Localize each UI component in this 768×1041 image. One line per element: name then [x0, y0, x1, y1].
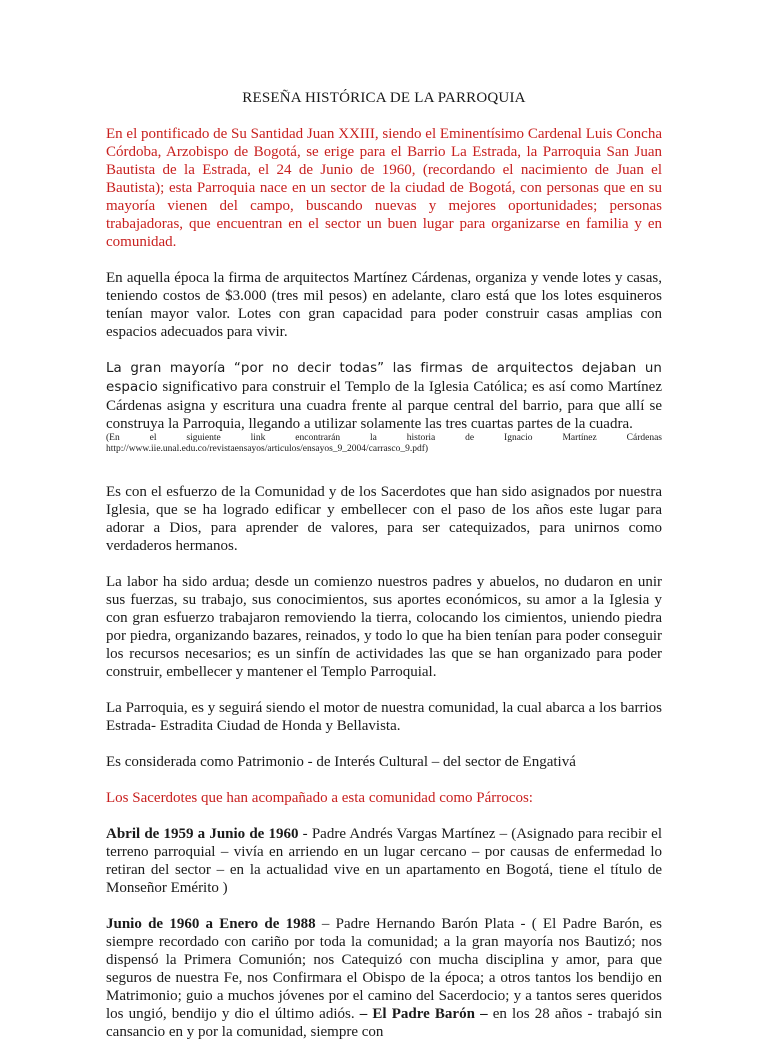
page-title: RESEÑA HISTÓRICA DE LA PARROQUIA: [242, 90, 526, 106]
priest-baron-name: – El Padre Barón –: [359, 1006, 488, 1022]
paragraph-heritage: Es considerada como Patrimonio - de Interés Cultural – del sector de Engativá: [106, 754, 576, 770]
priest-baron-dates: Junio de 1960 a Enero de 1988: [106, 916, 316, 932]
paragraph-church-land-rest: significativo para construir el Templo de la Iglesia Católica; es así como Martínez Cárdenas asigna y escritura una cuadra frente al parque central del barrio, para que allí se construya la Parroquia, llegando a utilizar solamente las tres cuartas partes de la cuadra.: [106, 379, 662, 432]
paragraph-parish-motor: La Parroquia, es y seguirá siendo el motor de nuestra comunidad, la cual abarca a los barrios Estrada- Estradita Ciudad de Honda y Bellavista.: [106, 700, 662, 734]
priest-baron-text-end: en los 28 años - trabajó sin cansancio en y por la comunidad, siempre con: [106, 1006, 662, 1040]
priest-baron-text: – Padre Hernando Barón Plata - ( El Padre Barón, es siempre recordado con cariño por toda la comunidad; a la gran mayoría nos Bautizó; nos dispensó la Primera Comunión; nos Catequizó con mucha disciplina y amor, para que seguros de nuestra Fe, nos Confirmara el Obispo de la época; a otros tantos los bendijo en Matrimonio; guio a muchos jóvenes por el camino del Sacerdocio; y a tantos seres queridos los ungió, bendijo y dio el último adiós.: [106, 916, 663, 1022]
paragraph-priest-baron: [106, 915, 662, 1041]
paragraph-priests-heading: Los Sacerdotes que han acompañado a esta comunidad como Párrocos:: [106, 790, 533, 806]
paragraph-church-land: [106, 359, 662, 433]
paragraph-church-land-sans: La gran mayoría “por no decir todas” las firmas de arquitectos dejaban un espacio: [106, 361, 662, 395]
link-note: (En el siguiente link encontrarán la historia de Ignacio Martínez Cárdenas http://www.iie.unal.edu.co/revistaensayos/articulos/ensayos_9_2004/carrasco_9.pdf): [106, 433, 662, 454]
paragraph-priest-vargas: [106, 825, 662, 897]
priest-vargas-text: - Padre Andrés Vargas Martínez – (Asignado para recibir el terreno parroquial – vivía en arriendo en un lugar cercano – por causas de enfermedad lo retiran del sector – en la actualidad vive en un apartamento en Bogotá, tiene el título de Monseñor Emérito ): [106, 826, 662, 896]
priest-vargas-dates: Abril de 1959 a Junio de 1960: [106, 826, 299, 842]
paragraph-architects: En aquella época la firma de arquitectos Martínez Cárdenas, organiza y vende lotes y casas, teniendo costos de $3.000 (tres mil pesos) en adelante, claro está que los lotes esquineros tenían mayor valor. Lotes con gran capacidad para poder construir casas amplias con espacios adecuados para vivir.: [106, 270, 662, 340]
paragraph-arduous-labor: La labor ha sido ardua; desde un comienzo nuestros padres y abuelos, no dudaron en unir sus fuerzas, su trabajo, sus conocimientos, sus aportes económicos, su amor a la Iglesia y con gran esfuerzo trabajaron removiendo la tierra, colocando los cimientos, uniendo piedra por piedra, organizando bazares, reinados, y todo lo que ha bien tenían para poder conseguir los recursos necesarios; es un sinfín de actividades las que se han organizado para poder construir, embellecer y mantener el Templo Parroquial.: [106, 574, 662, 680]
paragraph-founding: En el pontificado de Su Santidad Juan XXIII, siendo el Eminentísimo Cardenal Luis Concha Córdoba, Arzobispo de Bogotá, se erige para el Barrio La Estrada, la Parroquia San Juan Bautista de la Estrada, el 24 de Junio de 1960, (recordando el nacimiento de Juan el Bautista); esta Parroquia nace en un sector de la ciudad de Bogotá, con personas que en su mayoría vienen del campo, buscando nuevas y mejores oportunidades; personas trabajadoras, que encuentran en el sector un buen lugar para organizarse en familia y en comunidad.: [106, 126, 662, 250]
paragraph-community-effort: Es con el esfuerzo de la Comunidad y de los Sacerdotes que han sido asignados por nuestra Iglesia, que se ha logrado edificar y embellecer con el paso de los años este lugar para adorar a Dios, para aprender de valores, para ser catequizados, para unirnos como verdaderos hermanos.: [106, 484, 662, 554]
